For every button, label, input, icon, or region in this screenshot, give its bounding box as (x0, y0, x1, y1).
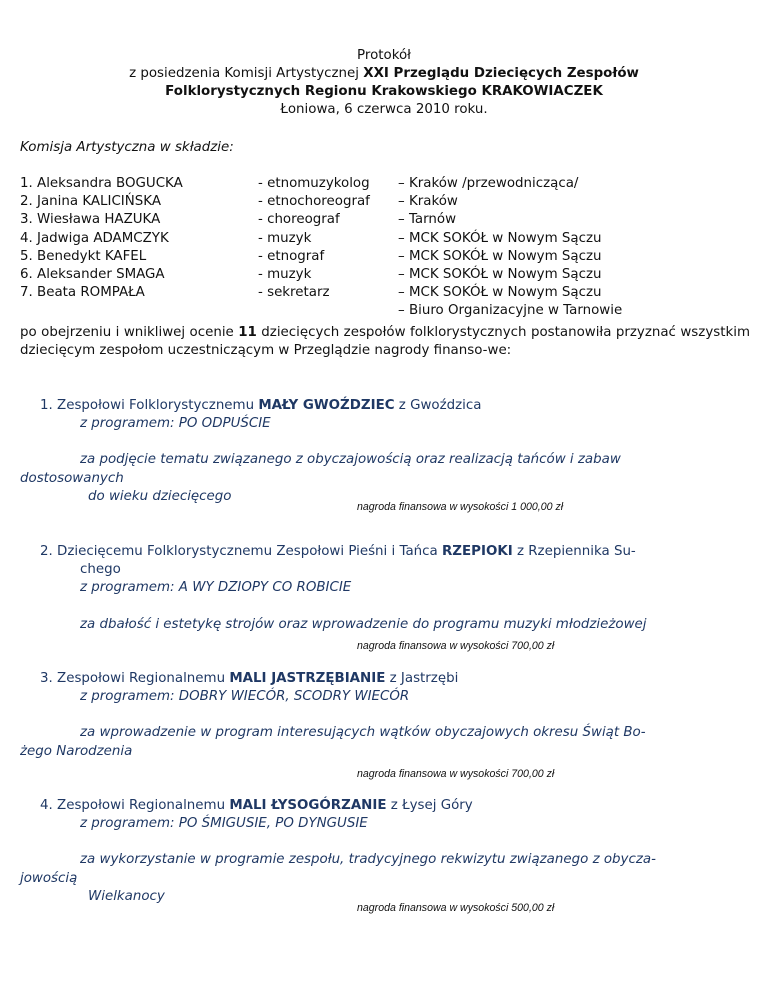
member-name: 2. Janina KALICIŃSKA (20, 194, 161, 210)
item-heading (20, 543, 740, 561)
header-festival-name: XXI Przeglądu Dziecięcych Zespołów (363, 66, 639, 81)
award-item-1 (20, 397, 740, 506)
item-heading (20, 670, 740, 688)
header-festival-region: Folklorystycznych Regionu Krakowskiego KRAKOWIACZEK (165, 84, 603, 99)
item-heading-continuation: chego (80, 562, 121, 578)
decision-text-b: dziecięcych zespołów folklorystycznych postanowiła przyznać wszystkim dziecięcym zespołom uczestniczącym w Przeglądzie nagrody finanso-we: (20, 325, 750, 359)
item-ensemble-type: 3. Zespołowi Regionalnemu (40, 671, 230, 686)
item-heading (20, 797, 740, 815)
item-program: z programem: A WY DZIOPY CO ROBICIE (80, 580, 352, 596)
award-amount-2: nagroda finansowa w wysokości 700,00 zł (357, 640, 555, 652)
item-ensemble-type: 1. Zespołowi Folklorystycznemu (40, 398, 259, 413)
member-place: – Kraków (398, 194, 458, 210)
award-amount-1: nagroda finansowa w wysokości 1 000,00 zł (357, 501, 564, 513)
member-place: – MCK SOKÓŁ w Nowym Sączu (398, 285, 602, 301)
item-ensemble-type: 2. Dziecięcemu Folklorystycznemu Zespołowi Pieśni i Tańca (40, 544, 442, 559)
item-ensemble-origin: z Rzepiennika Su- (512, 544, 636, 559)
member-place: – MCK SOKÓŁ w Nowym Sączu (398, 248, 602, 264)
item-ensemble-name: MALI JASTRZĘBIANIE (229, 671, 386, 686)
item-ensemble-name: MALI ŁYSOGÓRZANIE (229, 798, 387, 813)
item-program: z programem: DOBRY WIECÓR, SCODRY WIECÓR (80, 689, 410, 705)
member-role: - etnograf (258, 248, 325, 264)
item-reason-line: za wprowadzenie w program interesujących wątków obyczajowych okresu Świąt Bo- (80, 725, 646, 741)
item-heading (20, 397, 740, 415)
protocol-title: Protokół (357, 48, 411, 63)
member-role: - choreograf (258, 212, 340, 228)
decision-text-a: po obejrzeniu i wnikliwej ocenie (20, 325, 239, 340)
award-amount-3: nagroda finansowa w wysokości 700,00 zł (357, 768, 555, 780)
member-place: – MCK SOKÓŁ w Nowym Sączu (398, 230, 602, 246)
item-reason-line: jowością (20, 870, 78, 886)
item-reason-line: Wielkanocy (88, 888, 165, 904)
award-item-3 (20, 670, 740, 761)
item-ensemble-origin: z Łysej Góry (386, 798, 473, 813)
header-line-3 (0, 83, 768, 101)
member-role: - etnomuzykolog (258, 176, 370, 191)
member-role: - sekretarz (258, 285, 330, 301)
member-name: 1. Aleksandra BOGUCKA (20, 176, 183, 191)
member-role: - muzyk (258, 266, 312, 282)
award-amount-4: nagroda finansowa w wysokości 500,00 zł (357, 902, 555, 914)
item-program: z programem: PO ŚMIGUSIE, PO DYNGUSIE (80, 816, 368, 832)
header-line-2-text: z posiedzenia Komisji Artystycznej (129, 66, 364, 81)
item-ensemble-name: MAŁY GWOŹDZIEC (258, 398, 395, 413)
member-name: 6. Aleksander SMAGA (20, 266, 165, 282)
header-line-2 (0, 65, 768, 83)
decision-paragraph (20, 324, 750, 360)
header-date-place: Łoniowa, 6 czerwca 2010 roku. (280, 102, 488, 117)
member-role: - muzyk (258, 230, 312, 246)
item-reason-line: do wieku dziecięcego (88, 488, 232, 504)
item-reason-line: żego Narodzenia (20, 743, 133, 759)
item-ensemble-origin: z Jastrzębi (385, 671, 459, 686)
member-name: 4. Jadwiga ADAMCZYK (20, 230, 169, 246)
item-ensemble-name: RZEPIOKI (441, 544, 513, 559)
protocol-header (0, 47, 768, 119)
award-item-4 (20, 797, 740, 906)
member-place: – MCK SOKÓŁ w Nowym Sączu (398, 266, 602, 282)
award-item-2 (20, 543, 740, 634)
commission-title: Komisja Artystyczna w składzie: (20, 140, 234, 155)
member-name: 5. Benedykt KAFEL (20, 248, 147, 264)
member-place: – Biuro Organizacyjne w Tarnowie (398, 303, 623, 319)
member-name: 7. Beata ROMPAŁA (20, 285, 145, 301)
item-ensemble-type: 4. Zespołowi Regionalnemu (40, 798, 230, 813)
ensemble-count: 11 (238, 325, 257, 340)
member-name: 3. Wiesława HAZUKA (20, 212, 161, 228)
member-place: – Kraków /przewodnicząca/ (398, 176, 579, 191)
item-reason-line: za dbałość i estetykę strojów oraz wprowadzenie do programu muzyki młodzieżowej (80, 616, 647, 632)
item-reason-line: za podjęcie tematu związanego z obyczajowością oraz realizacją tańców i zabaw (80, 452, 621, 468)
item-reason-line: dostosowanych (20, 470, 124, 486)
item-reason-line: za wykorzystanie w programie zespołu, tradycyjnego rekwizytu związanego z obycza- (80, 852, 656, 868)
item-program: z programem: PO ODPUŚCIE (80, 416, 271, 432)
member-place: – Tarnów (398, 212, 457, 228)
item-ensemble-origin: z Gwoździca (394, 398, 482, 413)
member-role: - etnochoreograf (258, 194, 370, 210)
